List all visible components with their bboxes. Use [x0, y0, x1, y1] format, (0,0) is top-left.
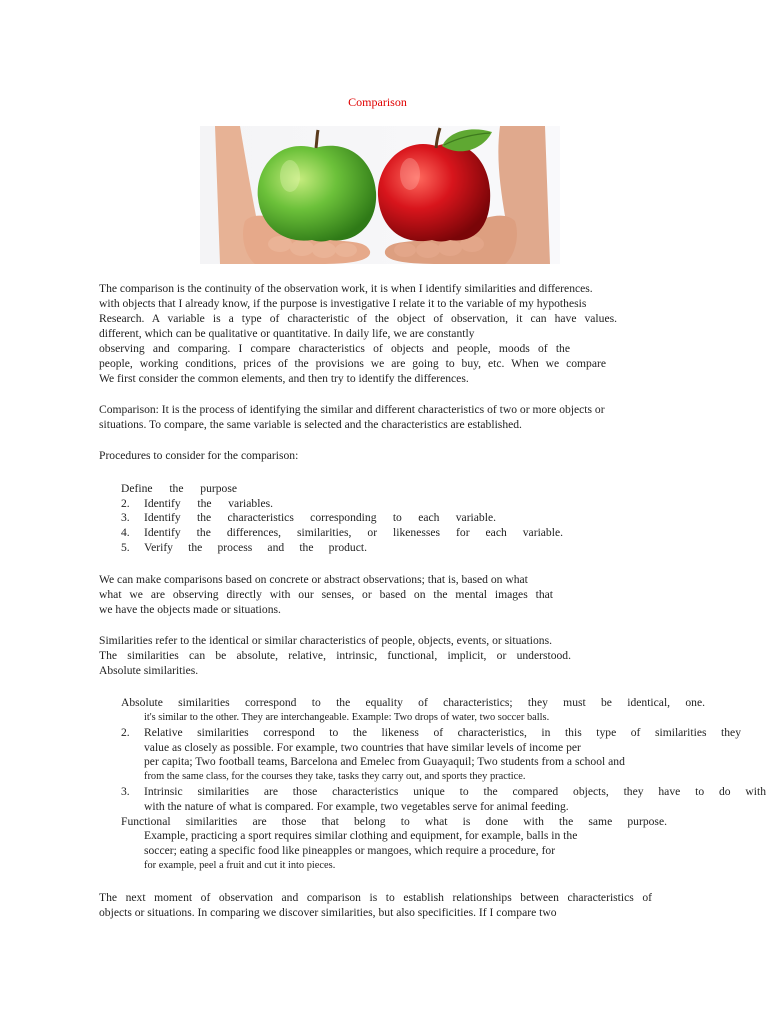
paragraph-2-line: Comparison: It is the process of identifying the similar and different characteristics of two or more objects or — [99, 403, 605, 416]
similarity-functional-line: Functional similarities are those that belong to what is done with the same purpose. — [121, 815, 667, 828]
similarity-functional-line: soccer; eating a specific food like pineapples or mangoes, which require a procedure, for — [144, 844, 556, 857]
similarity-absolute-line: Absolute similarities correspond to the equality of characteristics; they must be identical, one. — [121, 696, 705, 709]
similarity-number: 3. — [121, 785, 130, 798]
procedure-number: 5. — [121, 541, 130, 554]
procedure-number: 4. — [121, 526, 130, 539]
similarity-relative-line: value as closely as possible. For example, two countries that have similar levels of income per — [144, 741, 581, 754]
paragraph-5-line: The similarities can be absolute, relative, intrinsic, functional, implicit, or understood. — [99, 649, 571, 662]
paragraph-4-line: we have the objects made or situations. — [99, 603, 281, 616]
apples-illustration — [200, 126, 560, 264]
similarity-intrinsic-line: Intrinsic similarities are those characteristics unique to the compared objects, they have to do with — [144, 785, 766, 798]
paragraph-1-line: We first consider the common elements, and then try to identify the differences. — [99, 372, 469, 385]
procedure-item: Identify the variables. — [144, 497, 273, 510]
similarity-functional-line: Example, practicing a sport requires similar clothing and equipment, for example, balls in the — [144, 829, 578, 842]
similarity-relative-line: per capita; Two football teams, Barcelona and Emelec from Guayaquil; Two students from a school and — [144, 755, 625, 768]
procedure-number: 3. — [121, 511, 130, 524]
paragraph-4-line: We can make comparisons based on concrete or abstract observations; that is, based on what — [99, 573, 528, 586]
procedure-item: Identify the characteristics corresponding to each variable. — [144, 511, 496, 524]
paragraph-1-line: Research. A variable is a type of characteristic of the object of observation, it can have values. — [99, 312, 617, 325]
paragraph-6-line: objects or situations. In comparing we discover similarities, but also specificities. If I compare two — [99, 906, 557, 919]
procedure-number: 2. — [121, 497, 130, 510]
procedure-item: Identify the differences, similarities, or likenesses for each variable. — [144, 526, 563, 539]
apples-in-hands-image — [200, 126, 560, 264]
procedures-heading: Procedures to consider for the comparison: — [99, 449, 299, 462]
paragraph-1-line: The comparison is the continuity of the observation work, it is when I identify similarities and differences. — [99, 282, 593, 295]
paragraph-2-line: situations. To compare, the same variable is selected and the characteristics are established. — [99, 418, 522, 431]
paragraph-1-line: with objects that I already know, if the purpose is investigative I relate it to the variable of my hypothesis — [99, 297, 587, 310]
similarity-relative-line: from the same class, for the courses they take, tasks they carry out, and sports they practice. — [144, 771, 526, 782]
similarity-absolute-line: it's similar to the other. They are interchangeable. Example: Two drops of water, two soccer balls. — [144, 712, 550, 723]
procedure-item: Define the purpose — [121, 482, 237, 495]
paragraph-1-line: people, working conditions, prices of the provisions we are going to buy, etc. When we compare — [99, 357, 606, 370]
similarity-functional-line: for example, peel a fruit and cut it into pieces. — [144, 860, 336, 871]
similarity-relative-line: Relative similarities correspond to the likeness of characteristics, in this type of similarities they — [144, 726, 741, 739]
paragraph-1-line: observing and comparing. I compare characteristics of objects and people, moods of the — [99, 342, 570, 355]
similarity-number: 2. — [121, 726, 130, 739]
paragraph-5-line: Similarities refer to the identical or similar characteristics of people, objects, events, or situations. — [99, 634, 552, 647]
paragraph-6-line: The next moment of observation and comparison is to establish relationships between characteristics of — [99, 891, 652, 904]
paragraph-1-line: different, which can be qualitative or quantitative. In daily life, we are constantly — [99, 327, 475, 340]
similarity-intrinsic-line: with the nature of what is compared. For example, two vegetables serve for animal feeding. — [144, 800, 569, 813]
page-title: Comparison — [348, 95, 407, 109]
procedure-item: Verify the process and the product. — [144, 541, 367, 554]
paragraph-4-line: what we are observing directly with our senses, or based on the mental images that — [99, 588, 553, 601]
paragraph-5-line: Absolute similarities. — [99, 664, 199, 677]
